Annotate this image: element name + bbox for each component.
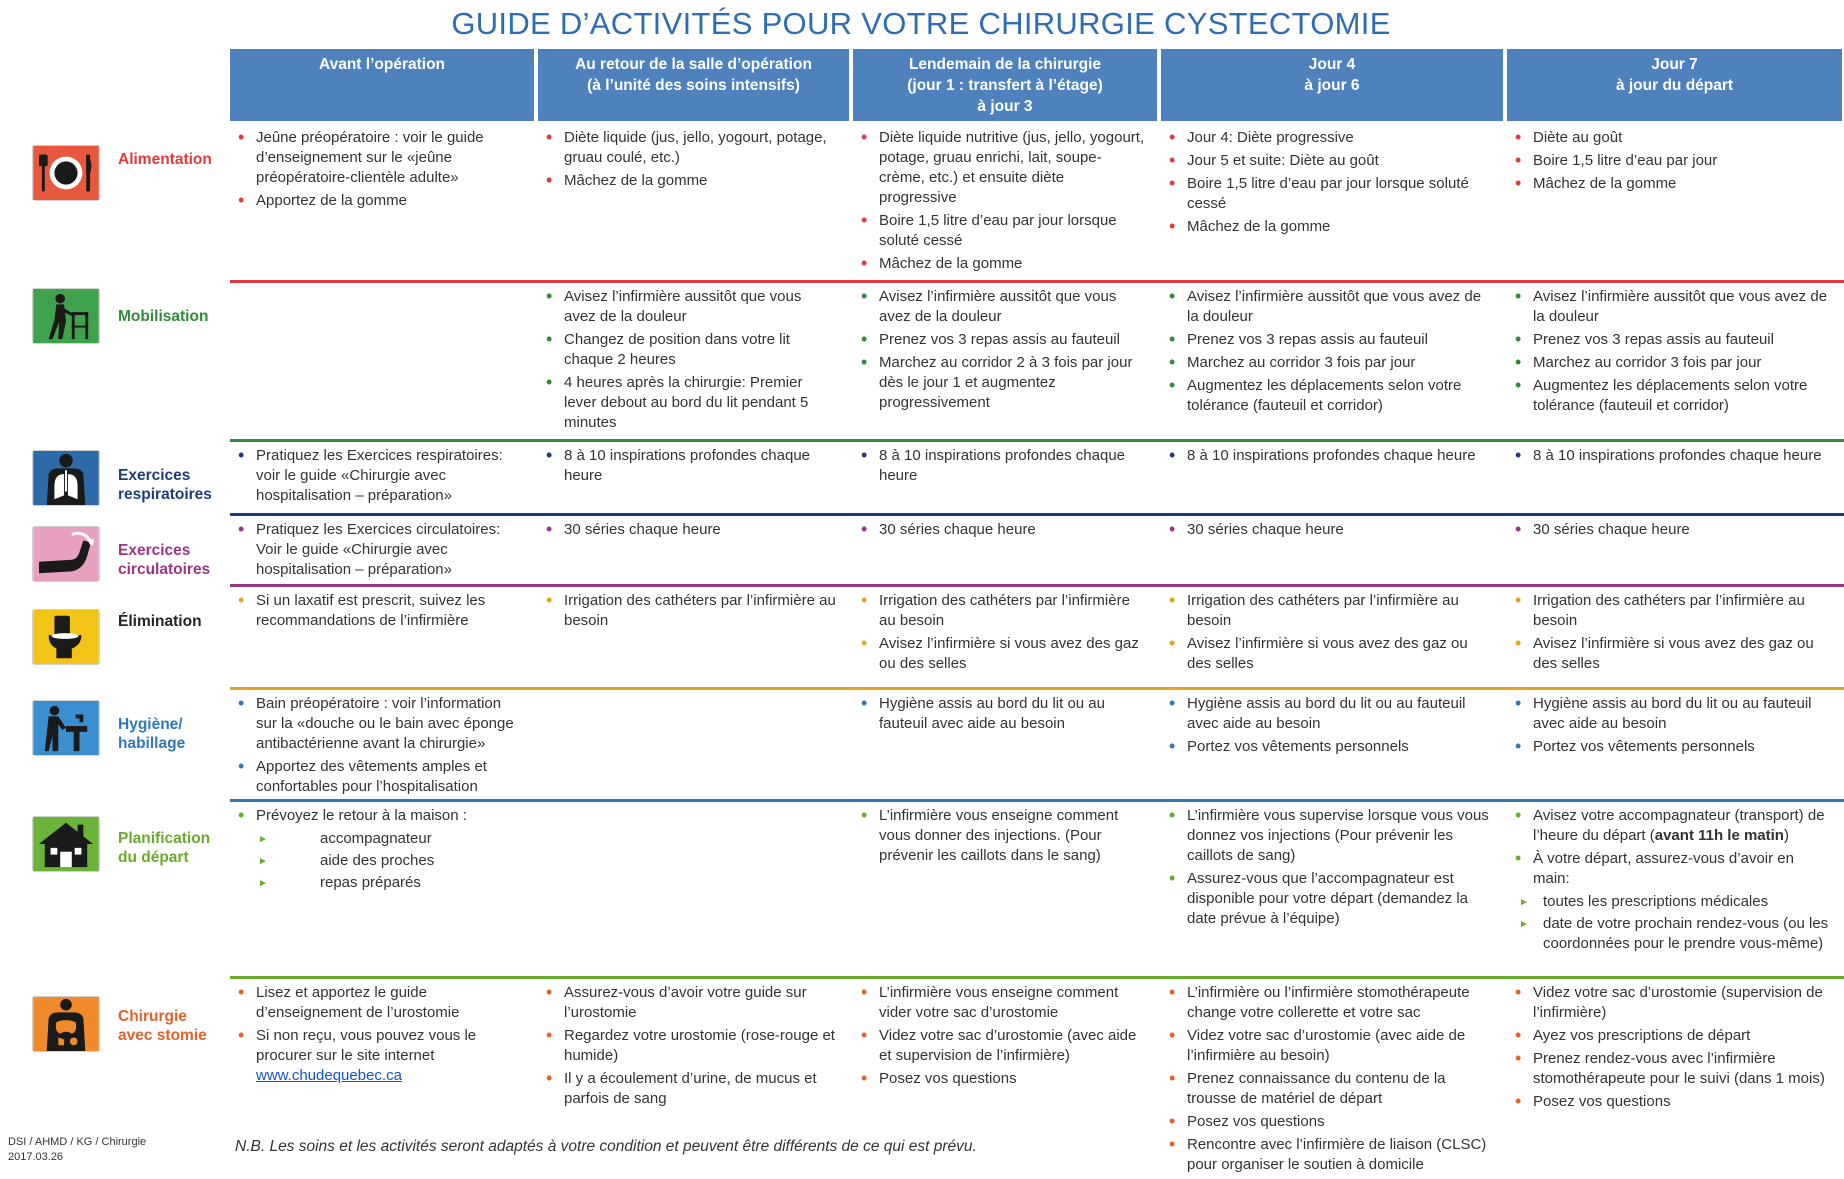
cell-alimentation-col3 bbox=[853, 128, 1145, 277]
list-item bbox=[1507, 914, 1830, 954]
column-header-line: à jour du départ bbox=[1615, 77, 1734, 94]
list-item-text: 8 à 10 inspirations profondes chaque heure bbox=[564, 447, 811, 484]
list-item bbox=[230, 851, 522, 871]
lungs-icon bbox=[32, 450, 100, 506]
list-item-text: Portez vos vêtements personnels bbox=[1187, 738, 1409, 755]
cell-respiratoires-col4 bbox=[1161, 446, 1491, 469]
cell-alimentation-col1 bbox=[230, 128, 522, 214]
list-item bbox=[538, 128, 837, 168]
column-header-line: Jour 4 bbox=[1308, 56, 1356, 73]
cell-circulatoires-col3 bbox=[853, 520, 1145, 543]
list-item bbox=[853, 353, 1145, 413]
list-item-text: Augmentez les déplacements selon votre tolérance (fauteuil et corridor) bbox=[1533, 377, 1808, 414]
cell-respiratoires-col3 bbox=[853, 446, 1145, 489]
category-label-stomie bbox=[118, 1007, 207, 1045]
list-item-text: Irrigation des cathéters par l’infirmière au besoin bbox=[564, 592, 836, 629]
list-item bbox=[230, 873, 522, 893]
list-item-text: Boire 1,5 litre d’eau par jour lorsque soluté cessé bbox=[1187, 175, 1469, 212]
cell-mobilisation-col3 bbox=[853, 287, 1145, 416]
list-item-text: Hygiène assis au bord du lit ou au fauteuil avec aide au besoin bbox=[1533, 695, 1812, 732]
list-item bbox=[1507, 806, 1830, 846]
list-item bbox=[1161, 287, 1491, 327]
list-item-text: Rencontre avec l’infirmière de liaison (CLSC) pour organiser le soutien à domicile bbox=[1187, 1136, 1487, 1173]
list-item bbox=[853, 520, 1145, 540]
bullet-list bbox=[230, 806, 522, 893]
list-item bbox=[1161, 1112, 1491, 1132]
list-item bbox=[1507, 330, 1830, 350]
category-label-elimination bbox=[118, 612, 202, 631]
category-label-line: respiratoires bbox=[118, 486, 212, 503]
cell-stomie-col5 bbox=[1507, 983, 1830, 1115]
list-item bbox=[1161, 1135, 1491, 1175]
bullet-list bbox=[230, 128, 522, 211]
list-item-text: Bain préopératoire : voir l’information sur la «douche ou le bain avec éponge antibactérienne avant la chirurgie» bbox=[256, 695, 514, 752]
cell-hygiene-col1 bbox=[230, 694, 522, 800]
bullet-list bbox=[230, 446, 522, 506]
list-item bbox=[1507, 446, 1830, 466]
category-label-line: Élimination bbox=[118, 613, 202, 630]
list-item bbox=[1161, 983, 1491, 1023]
stoma-icon bbox=[32, 996, 100, 1052]
list-item bbox=[853, 254, 1145, 274]
list-item bbox=[1161, 128, 1491, 148]
list-item-text: 30 séries chaque heure bbox=[879, 521, 1036, 538]
list-item-text: Posez vos questions bbox=[1187, 1113, 1325, 1130]
list-item-text: L’infirmière vous supervise lorsque vous vous donnez vos injections (Pour prévenir les caillots de sang) bbox=[1187, 807, 1489, 864]
list-item bbox=[853, 330, 1145, 350]
cell-respiratoires-col5 bbox=[1507, 446, 1830, 469]
cell-alimentation-col4 bbox=[1161, 128, 1491, 240]
list-item bbox=[1507, 287, 1830, 327]
list-item bbox=[230, 806, 522, 826]
list-item bbox=[853, 634, 1145, 674]
cell-hygiene-col3 bbox=[853, 694, 1145, 737]
cell-mobilisation-col2 bbox=[538, 287, 837, 436]
list-item-text: 8 à 10 inspirations profondes chaque heure bbox=[1533, 447, 1822, 464]
bullet-list bbox=[853, 128, 1145, 274]
document-reference-date: 2017.03.26 bbox=[8, 1151, 64, 1163]
list-item-text: Irrigation des cathéters par l’infirmière au besoin bbox=[1533, 592, 1805, 629]
list-item-text: accompagnateur bbox=[320, 830, 432, 847]
column-header-5 bbox=[1507, 49, 1842, 121]
list-item-text: L’infirmière vous enseigne comment vous donner des injections. (Pour prévenir les caillots dans le sang) bbox=[879, 807, 1119, 864]
category-label-line: Chirurgie bbox=[118, 1008, 187, 1025]
list-item-text: Diète liquide (jus, jello, yogourt, potage, gruau coulé, etc.) bbox=[564, 129, 827, 166]
list-item bbox=[1161, 151, 1491, 171]
category-label-mobilisation bbox=[118, 307, 208, 326]
list-item-text: Jour 5 et suite: Diète au goût bbox=[1187, 152, 1379, 169]
list-item-text: Marchez au corridor 3 fois par jour bbox=[1187, 354, 1416, 371]
column-header-3 bbox=[853, 49, 1157, 121]
list-item bbox=[1161, 1069, 1491, 1109]
list-item bbox=[853, 287, 1145, 327]
list-item bbox=[1507, 174, 1830, 194]
list-item-text: Avisez l’infirmière aussitôt que vous avez de la douleur bbox=[879, 288, 1117, 325]
list-item-text: 30 séries chaque heure bbox=[1187, 521, 1344, 538]
list-item bbox=[230, 983, 522, 1023]
list-item-text: Jour 4: Diète progressive bbox=[1187, 129, 1354, 146]
list-item-text: 8 à 10 inspirations profondes chaque heure bbox=[1187, 447, 1476, 464]
list-item-text: Il y a écoulement d’urine, de mucus et parfois de sang bbox=[564, 1070, 817, 1107]
bullet-list bbox=[1161, 520, 1491, 540]
bullet-list bbox=[230, 520, 522, 580]
bullet-list bbox=[1507, 983, 1830, 1112]
list-item bbox=[1507, 520, 1830, 540]
list-item bbox=[853, 694, 1145, 734]
bullet-list bbox=[230, 983, 522, 1086]
list-item-text: Regardez votre urostomie (rose-rouge et humide) bbox=[564, 1027, 835, 1064]
list-item-text: Videz votre sac d’urostomie (avec aide et supervision de l’infirmière) bbox=[879, 1027, 1137, 1064]
list-item-text: Boire 1,5 litre d’eau par jour lorsque soluté cessé bbox=[879, 212, 1117, 249]
list-item bbox=[1507, 849, 1830, 889]
cell-stomie-col3 bbox=[853, 983, 1145, 1092]
list-item-text: Prenez vos 3 repas assis au fauteuil bbox=[879, 331, 1120, 348]
list-item bbox=[1161, 694, 1491, 734]
house-icon bbox=[32, 816, 100, 872]
list-item-text: Pratiquez les Exercices respiratoires: voir le guide «Chirurgie avec hospitalisation – préparation» bbox=[256, 447, 503, 504]
list-item bbox=[230, 694, 522, 754]
list-item-text: Prenez rendez-vous avec l’infirmière stomothérapeute pour le suivi (dans 1 mois) bbox=[1533, 1050, 1825, 1087]
list-item bbox=[538, 1069, 837, 1109]
cell-elimination-col2 bbox=[538, 591, 837, 634]
row-divider bbox=[230, 799, 1844, 802]
bullet-list bbox=[1507, 446, 1830, 466]
list-item bbox=[230, 128, 522, 188]
row-divider bbox=[230, 280, 1844, 283]
bullet-list bbox=[1161, 983, 1491, 1175]
cell-circulatoires-col2 bbox=[538, 520, 837, 543]
list-item-text: Portez vos vêtements personnels bbox=[1533, 738, 1755, 755]
cell-hygiene-col4 bbox=[1161, 694, 1491, 760]
list-item bbox=[538, 373, 837, 433]
website-link[interactable]: www.chudequebec.ca bbox=[256, 1067, 402, 1084]
cell-elimination-col5 bbox=[1507, 591, 1830, 677]
list-item bbox=[1507, 737, 1830, 757]
row-divider bbox=[230, 976, 1844, 979]
document-reference bbox=[8, 1135, 146, 1165]
document-reference-code: DSI / AHMD / KG / Chirurgie bbox=[8, 1136, 147, 1148]
list-item bbox=[853, 1026, 1145, 1066]
list-item-text: Mâchez de la gomme bbox=[564, 172, 708, 189]
list-item-text: Prévoyez le retour à la maison : bbox=[256, 807, 467, 824]
list-item-text: Videz votre sac d’urostomie (supervision de l’infirmière) bbox=[1533, 984, 1823, 1021]
list-item-text: Irrigation des cathéters par l’infirmière au besoin bbox=[1187, 592, 1459, 629]
category-label-line: du départ bbox=[118, 849, 189, 866]
cell-stomie-col1 bbox=[230, 983, 522, 1089]
cell-stomie-col2 bbox=[538, 983, 837, 1112]
list-item bbox=[853, 806, 1145, 866]
category-label-line: Alimentation bbox=[118, 151, 212, 168]
cell-elimination-col3 bbox=[853, 591, 1145, 677]
list-item-text: Lisez et apportez le guide d’enseignement de l’urostomie bbox=[256, 984, 460, 1021]
list-item bbox=[538, 171, 837, 191]
list-item bbox=[538, 1026, 837, 1066]
cell-mobilisation-col5 bbox=[1507, 287, 1830, 419]
list-item bbox=[538, 520, 837, 540]
list-item-text: Posez vos questions bbox=[879, 1070, 1017, 1087]
list-item bbox=[1161, 353, 1491, 373]
cell-elimination-col1 bbox=[230, 591, 522, 634]
list-item bbox=[230, 1026, 522, 1086]
category-label-line: Planification bbox=[118, 830, 211, 847]
category-label-line: Mobilisation bbox=[118, 308, 209, 325]
cell-circulatoires-col4 bbox=[1161, 520, 1491, 543]
list-item bbox=[1507, 634, 1830, 674]
list-item-text: Boire 1,5 litre d’eau par jour bbox=[1533, 152, 1718, 169]
list-item bbox=[1507, 892, 1830, 912]
category-label-circulatoires bbox=[118, 541, 210, 579]
list-item bbox=[230, 446, 522, 506]
category-label-hygiene bbox=[118, 715, 185, 753]
row-divider bbox=[230, 687, 1844, 690]
category-label-line: Exercices bbox=[118, 542, 191, 559]
list-item-text: Apportez de la gomme bbox=[256, 192, 407, 209]
list-item bbox=[1161, 737, 1491, 757]
column-header-line: Au retour de la salle d’opération bbox=[575, 56, 812, 73]
list-item-text: L’infirmière vous enseigne comment vider votre sac d’urostomie bbox=[879, 984, 1119, 1021]
plate-icon bbox=[32, 145, 100, 201]
list-item bbox=[538, 983, 837, 1023]
category-label-respiratoires bbox=[118, 466, 212, 504]
bullet-list bbox=[1161, 591, 1491, 674]
list-item bbox=[1161, 520, 1491, 540]
column-header-1 bbox=[230, 49, 534, 121]
bullet-list bbox=[230, 694, 522, 797]
footer-note: N.B. Les soins et les activités seront adaptés à votre condition et peuvent être différents de ce qui est prévu. bbox=[235, 1138, 977, 1155]
toilet-icon bbox=[32, 609, 100, 665]
bullet-list bbox=[853, 806, 1145, 866]
list-item bbox=[1507, 591, 1830, 631]
bullet-list bbox=[1507, 520, 1830, 540]
list-item bbox=[1507, 983, 1830, 1023]
list-item bbox=[1161, 869, 1491, 929]
list-item bbox=[230, 591, 522, 631]
list-item-text: 30 séries chaque heure bbox=[1533, 521, 1690, 538]
cell-mobilisation-col4 bbox=[1161, 287, 1491, 419]
category-label-line: habillage bbox=[118, 735, 186, 752]
list-item-text: Avisez l’infirmière si vous avez des gaz ou des selles bbox=[1533, 635, 1814, 672]
list-item bbox=[1507, 694, 1830, 734]
cell-respiratoires-col2 bbox=[538, 446, 837, 489]
list-item-text: Diète liquide nutritive (jus, jello, yogourt, potage, gruau enrichi, lait, soupe-crème, etc.) et ensuite diète progressive bbox=[879, 129, 1145, 206]
cell-hygiene-col5 bbox=[1507, 694, 1830, 760]
list-item bbox=[1507, 1092, 1830, 1112]
list-item-text: Prenez vos 3 repas assis au fauteuil bbox=[1187, 331, 1428, 348]
bullet-list bbox=[853, 694, 1145, 734]
list-item-text: Avisez l’infirmière aussitôt que vous avez de la douleur bbox=[564, 288, 802, 325]
bullet-list bbox=[1161, 287, 1491, 416]
list-item bbox=[1507, 376, 1830, 416]
list-item-text: À votre départ, assurez-vous d’avoir en main: bbox=[1533, 850, 1794, 887]
list-item bbox=[853, 983, 1145, 1023]
bullet-list bbox=[1507, 287, 1830, 416]
bullet-list bbox=[853, 287, 1145, 413]
list-item-text-end: ) bbox=[1783, 827, 1789, 844]
list-item bbox=[853, 591, 1145, 631]
column-header-line: Avant l’opération bbox=[318, 56, 446, 73]
list-item bbox=[853, 446, 1145, 486]
walker-icon bbox=[32, 288, 100, 344]
list-item bbox=[853, 1069, 1145, 1089]
bullet-list bbox=[1507, 806, 1830, 954]
list-item-text: Mâchez de la gomme bbox=[1533, 175, 1677, 192]
cell-circulatoires-col1 bbox=[230, 520, 522, 583]
list-item-text: Avisez l’infirmière aussitôt que vous avez de la douleur bbox=[1533, 288, 1828, 325]
bullet-list bbox=[538, 983, 837, 1109]
list-item bbox=[853, 128, 1145, 208]
list-item-text: Jeûne préopératoire : voir le guide d’enseignement sur le «jeûne préopératoire-clientèle adulte» bbox=[256, 129, 484, 186]
list-item-text: L’infirmière ou l’infirmière stomothérapeute change votre collerette et votre sac bbox=[1187, 984, 1470, 1021]
row-divider bbox=[230, 513, 1844, 516]
list-item-text: 4 heures après la chirurgie: Premier lever debout au bord du lit pendant 5 minutes bbox=[564, 374, 809, 431]
column-header-line: Jour 7 bbox=[1651, 56, 1698, 73]
list-item bbox=[1507, 128, 1830, 148]
list-item-text: Mâchez de la gomme bbox=[1187, 218, 1331, 235]
list-item-text: Apportez des vêtements amples et confortables pour l’hospitalisation bbox=[256, 758, 487, 795]
list-item bbox=[1507, 353, 1830, 373]
list-item-text: Marchez au corridor 3 fois par jour bbox=[1533, 354, 1762, 371]
bullet-list bbox=[853, 591, 1145, 674]
list-item-text: Videz votre sac d’urostomie (avec aide de l’infirmière au besoin) bbox=[1187, 1027, 1466, 1064]
list-item bbox=[538, 446, 837, 486]
list-item bbox=[1161, 591, 1491, 631]
column-header-4 bbox=[1161, 49, 1503, 121]
column-header-line: (jour 1 : transfert à l’étage) bbox=[907, 77, 1103, 94]
list-item bbox=[230, 520, 522, 580]
cell-respiratoires-col1 bbox=[230, 446, 522, 509]
cell-planification-col4 bbox=[1161, 806, 1491, 932]
list-item bbox=[1161, 174, 1491, 214]
list-item bbox=[230, 829, 522, 849]
list-item-text: Hygiène assis au bord du lit ou au fauteuil avec aide au besoin bbox=[1187, 695, 1466, 732]
bullet-list bbox=[1161, 694, 1491, 757]
bullet-list bbox=[538, 591, 837, 631]
emphasis-text: avant 11h le matin bbox=[1654, 827, 1784, 844]
list-item-text: Irrigation des cathéters par l’infirmière au besoin bbox=[879, 592, 1130, 629]
list-item-text: aide des proches bbox=[320, 852, 435, 869]
category-label-planification bbox=[118, 829, 210, 867]
list-item-text: Diète au goût bbox=[1533, 129, 1623, 146]
list-item-text: Ayez vos prescriptions de départ bbox=[1533, 1027, 1751, 1044]
category-label-line: circulatoires bbox=[118, 561, 211, 578]
category-label-line: Hygiène/ bbox=[118, 716, 183, 733]
list-item bbox=[538, 591, 837, 631]
cell-planification-col3 bbox=[853, 806, 1145, 869]
leg-icon bbox=[32, 526, 100, 582]
bullet-list bbox=[853, 446, 1145, 486]
bullet-list bbox=[1161, 446, 1491, 466]
list-item-text: Avisez l’infirmière aussitôt que vous avez de la douleur bbox=[1187, 288, 1482, 325]
list-item bbox=[538, 287, 837, 327]
list-item-text: Assurez-vous que l’accompagnateur est disponible pour votre départ (demandez la date prévue à l’équipe) bbox=[1187, 870, 1469, 927]
list-item-text: Mâchez de la gomme bbox=[879, 255, 1023, 272]
category-label-line: avec stomie bbox=[118, 1027, 207, 1044]
list-item bbox=[1507, 1026, 1830, 1046]
cell-planification-col5 bbox=[1507, 806, 1830, 956]
list-item-text: repas préparés bbox=[320, 874, 421, 891]
list-item-text: Hygiène assis au bord du lit ou au fauteuil avec aide au besoin bbox=[879, 695, 1105, 732]
column-header-line: à jour 6 bbox=[1304, 77, 1360, 94]
row-divider bbox=[230, 584, 1844, 587]
list-item bbox=[538, 330, 837, 370]
list-item bbox=[230, 757, 522, 797]
bullet-list bbox=[1161, 806, 1491, 929]
bullet-list bbox=[230, 591, 522, 631]
sink-icon bbox=[32, 700, 100, 756]
list-item bbox=[1161, 806, 1491, 866]
list-item-text: Avisez votre accompagnateur (transport) de l’heure du départ ( bbox=[1533, 807, 1825, 844]
bullet-list bbox=[1161, 128, 1491, 237]
list-item-text: 8 à 10 inspirations profondes chaque heure bbox=[879, 447, 1126, 484]
cell-stomie-col4 bbox=[1161, 983, 1491, 1178]
list-item bbox=[1507, 151, 1830, 171]
bullet-list bbox=[538, 287, 837, 433]
list-item-text: Si non reçu, vous pouvez vous le procurer sur le site internet bbox=[256, 1027, 477, 1064]
bullet-list bbox=[853, 520, 1145, 540]
list-item-text: Si un laxatif est prescrit, suivez les recommandations de l’infirmière bbox=[256, 592, 486, 629]
column-header-line: (à l’unité des soins intensifs) bbox=[587, 77, 800, 94]
list-item-text: Assurez-vous d’avoir votre guide sur l’urostomie bbox=[564, 984, 807, 1021]
list-item bbox=[1161, 446, 1491, 466]
column-header-2 bbox=[538, 49, 849, 121]
list-item bbox=[1161, 634, 1491, 674]
bullet-list bbox=[853, 983, 1145, 1089]
list-item-text: Prenez vos 3 repas assis au fauteuil bbox=[1533, 331, 1774, 348]
list-item bbox=[1161, 1026, 1491, 1066]
list-item-text: Augmentez les déplacements selon votre tolérance (fauteuil et corridor) bbox=[1187, 377, 1462, 414]
category-label-alimentation bbox=[118, 150, 212, 169]
cell-alimentation-col5 bbox=[1507, 128, 1830, 197]
list-item-text: Changez de position dans votre lit chaque 2 heures bbox=[564, 331, 790, 368]
list-item-text: Pratiquez les Exercices circulatoires: Voir le guide «Chirurgie avec hospitalisation – préparation» bbox=[256, 521, 501, 578]
list-item bbox=[853, 211, 1145, 251]
list-item-text: Avisez l’infirmière si vous avez des gaz ou des selles bbox=[1187, 635, 1468, 672]
column-header-line: Lendemain de la chirurgie bbox=[908, 56, 1102, 73]
cell-planification-col1 bbox=[230, 806, 522, 895]
list-item-text: Posez vos questions bbox=[1533, 1093, 1671, 1110]
list-item-text: 30 séries chaque heure bbox=[564, 521, 721, 538]
list-item-text: Marchez au corridor 2 à 3 fois par jour dès le jour 1 et augmentez progressivement bbox=[879, 354, 1133, 411]
list-item-text: toutes les prescriptions médicales bbox=[1543, 893, 1769, 910]
list-item bbox=[1507, 1049, 1830, 1089]
list-item-text: date de votre prochain rendez-vous (ou les coordonnées pour le prendre vous-même) bbox=[1543, 915, 1829, 952]
list-item-text: Avisez l’infirmière si vous avez des gaz ou des selles bbox=[879, 635, 1139, 672]
cell-circulatoires-col5 bbox=[1507, 520, 1830, 543]
bullet-list bbox=[1507, 128, 1830, 194]
column-header-line: à jour 3 bbox=[977, 98, 1033, 115]
cell-alimentation-col2 bbox=[538, 128, 837, 194]
list-item bbox=[1161, 330, 1491, 350]
list-item-text: Prenez connaissance du contenu de la trousse de matériel de départ bbox=[1187, 1070, 1446, 1107]
bullet-list bbox=[1507, 694, 1830, 757]
category-label-line: Exercices bbox=[118, 467, 191, 484]
bullet-list bbox=[538, 446, 837, 486]
bullet-list bbox=[538, 128, 837, 191]
cell-elimination-col4 bbox=[1161, 591, 1491, 677]
row-divider bbox=[230, 439, 1844, 442]
bullet-list bbox=[538, 520, 837, 540]
page-title: GUIDE D’ACTIVITÉS POUR VOTRE CHIRURGIE CYSTECTOMIE bbox=[451, 6, 1391, 41]
bullet-list bbox=[1507, 591, 1830, 674]
list-item bbox=[1161, 376, 1491, 416]
list-item bbox=[230, 191, 522, 211]
list-item bbox=[1161, 217, 1491, 237]
